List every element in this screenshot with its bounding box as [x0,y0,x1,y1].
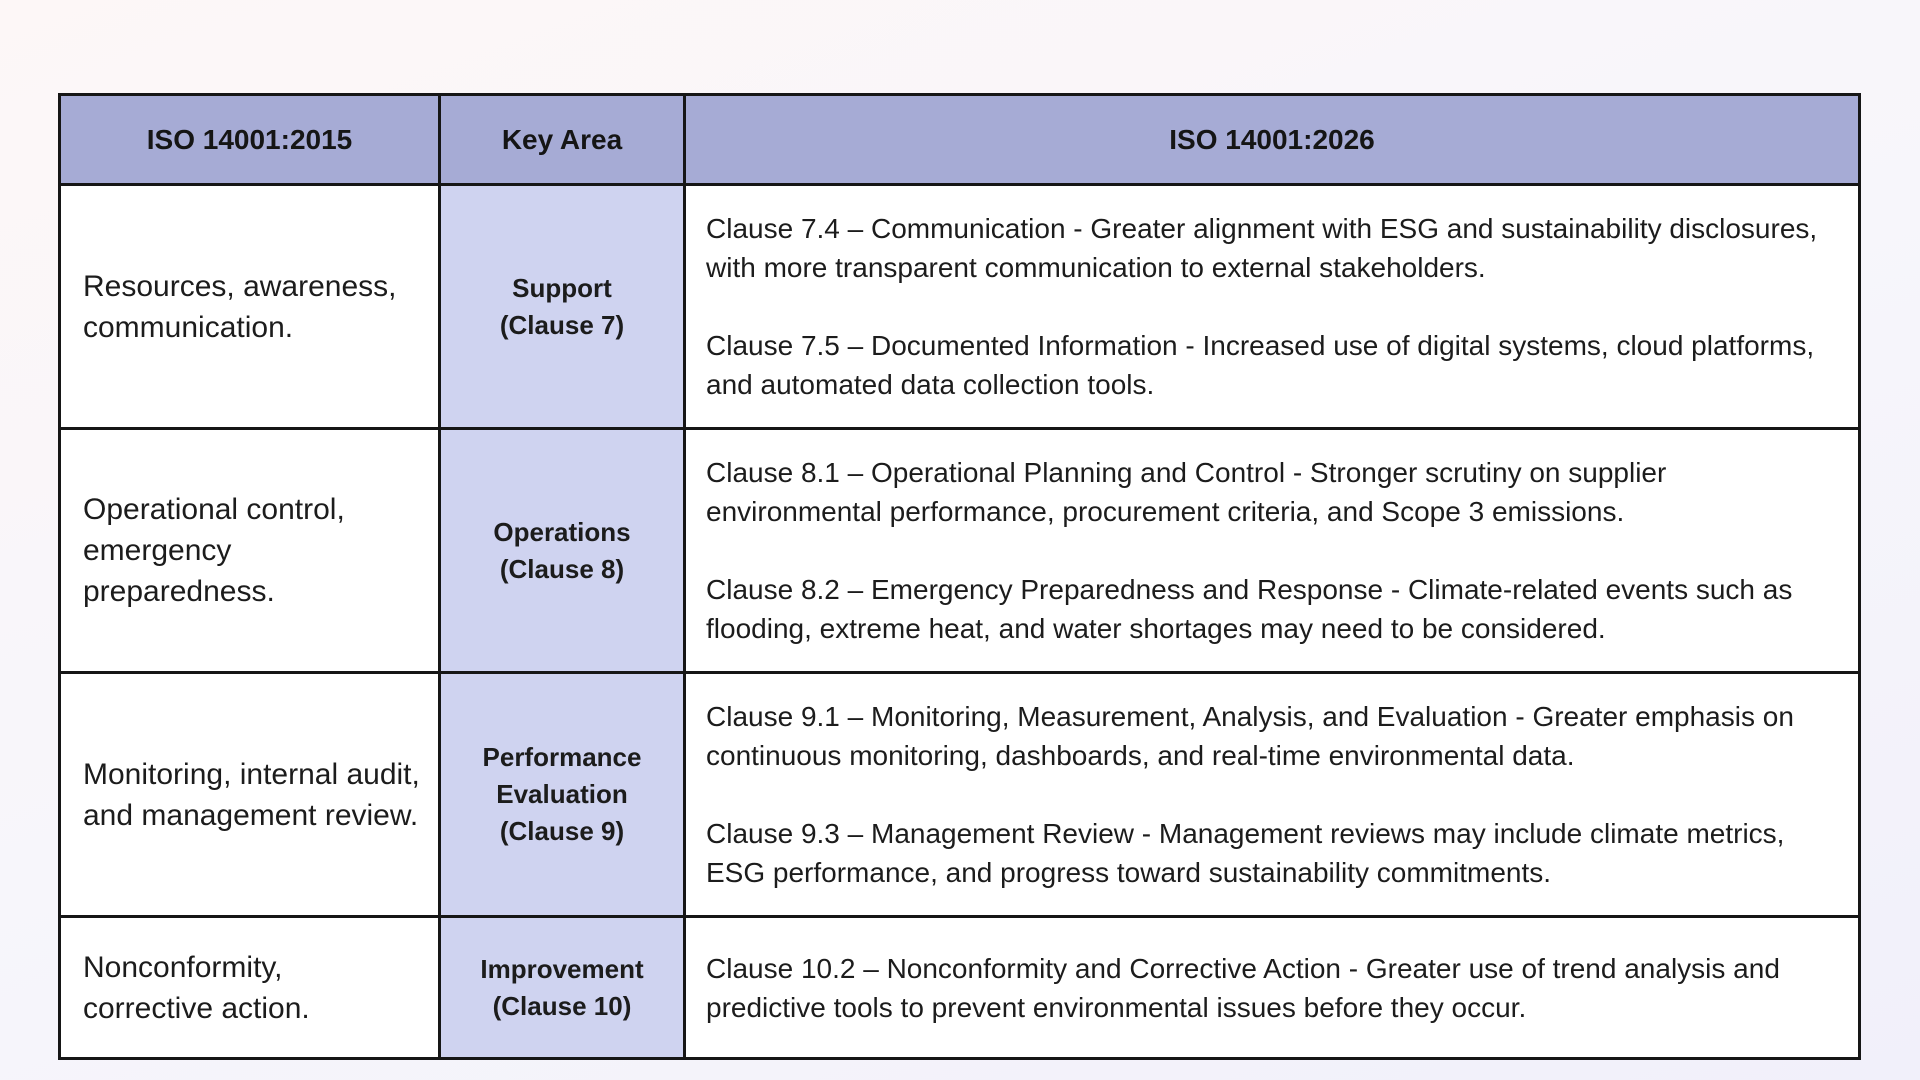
key-area-clause: (Clause 9) [499,816,625,846]
clause-text: Clause 9.3 – Management Review - Management reviews may include climate metrics, ESG performance, and progress toward sustainability commitments. [706,818,1785,888]
clause-text: Clause 7.4 – Communication - Greater alignment with ESG and sustainability disclosures, with more transparent communication to external stakeholders. [706,213,1818,283]
clause-text: Clause 8.2 – Emergency Preparedness and Response - Climate-related events such as flooding, extreme heat, and water shortages may need to be considered. [706,574,1793,644]
key-area-cell [440,673,685,917]
key-area-clause: (Clause 10) [492,990,632,1021]
key-area-cell [440,917,685,1059]
clause-text: Clause 7.5 – Documented Information - Increased use of digital systems, cloud platforms, and automated data collection tools. [706,330,1815,400]
key-area-name: Operations [493,516,631,547]
key-area-name: Performance Evaluation [482,742,642,809]
header-key-area: Key Area [440,95,685,185]
iso-2026-cell [685,185,1860,429]
iso-comparison-table [58,93,1861,1060]
header-row [60,95,1860,185]
iso-2026-cell [685,917,1860,1059]
key-area-clause: (Clause 8) [499,553,625,584]
table-body [60,185,1860,1059]
iso-2015-cell: Monitoring, internal audit, and management review. [60,673,440,917]
header-iso-2026: ISO 14001:2026 [685,95,1860,185]
clause-text: Clause 9.1 – Monitoring, Measurement, Analysis, and Evaluation - Greater emphasis on continuous monitoring, dashboards, and real-time environmental data. [706,701,1794,771]
iso-2015-cell: Nonconformity, corrective action. [60,917,440,1059]
iso-2015-cell: Operational control, emergency preparedness. [60,429,440,673]
clause-text: Clause 10.2 – Nonconformity and Corrective Action - Greater use of trend analysis and predictive tools to prevent environmental issues before they occur. [706,952,1780,1023]
table-row-operations [60,429,1860,673]
key-area-clause: (Clause 7) [499,309,625,340]
header-iso-2015: ISO 14001:2015 [60,95,440,185]
table-row-support [60,185,1860,429]
iso-2026-cell [685,673,1860,917]
key-area-cell [440,185,685,429]
key-area-name: Support [512,272,612,303]
table-header [60,95,1860,185]
key-area-cell [440,429,685,673]
clause-text: Clause 8.1 – Operational Planning and Control - Stronger scrutiny on supplier environmental performance, procurement criteria, and Scope 3 emissions. [706,457,1667,527]
iso-2026-cell [685,429,1860,673]
table-row-performance-evaluation [60,673,1860,917]
table-row-improvement [60,917,1860,1059]
key-area-name: Improvement [480,953,644,984]
iso-2015-cell: Resources, awareness, communication. [60,185,440,429]
